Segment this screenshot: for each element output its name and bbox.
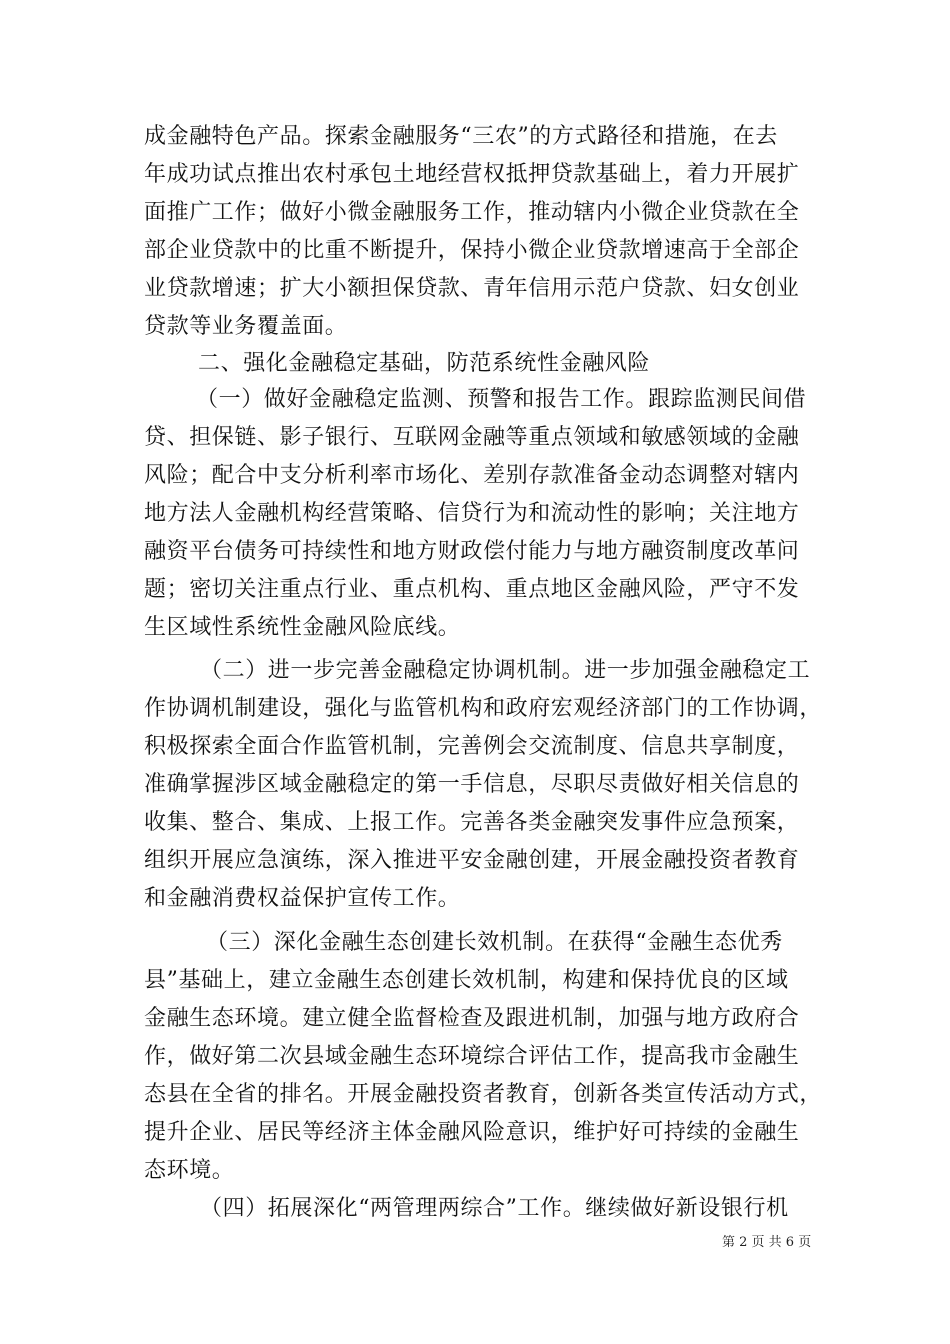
text-line: 积极探索全面合作监管机制，完善例会交流制度、信息共享制度， bbox=[144, 734, 800, 759]
text-line: 地方法人金融机构经营策略、信贷行为和流动性的影响；关注地方 bbox=[144, 501, 800, 526]
paragraph-start-line: （三）深化金融生态创建长效机制。在获得“金融生态优秀 bbox=[206, 930, 783, 955]
text-line: 风险；配合中支分析利率市场化、差别存款准备金动态调整对辖内 bbox=[144, 463, 800, 488]
text-line: 业贷款增速；扩大小额担保贷款、青年信用示范户贷款、妇女创业 bbox=[144, 276, 800, 301]
text-line: 县”基础上，建立金融生态创建长效机制，构建和保持优良的区域 bbox=[144, 968, 789, 993]
text-line: 贷、担保链、影子银行、互联网金融等重点领域和敏感领域的金融 bbox=[144, 425, 800, 450]
text-line: 面推广工作；做好小微金融服务工作，推动辖内小微企业贷款在全 bbox=[144, 200, 800, 225]
text-line: 组织开展应急演练，深入推进平安金融创建，开展金融投资者教育 bbox=[144, 848, 800, 873]
text-line: 融资平台债务可持续性和地方财政偿付能力与地方融资制度改革问 bbox=[144, 539, 800, 564]
text-line: 题；密切关注重点行业、重点机构、重点地区金融风险，严守不发 bbox=[144, 577, 800, 602]
page-number: 第 2 页 共 6 页 bbox=[722, 1235, 812, 1250]
paragraph-start-line: （二）进一步完善金融稳定协调机制。进一步加强金融稳定工 bbox=[200, 658, 811, 683]
text-line: 态环境。 bbox=[144, 1158, 235, 1183]
text-line: 和金融消费权益保护宣传工作。 bbox=[144, 886, 461, 911]
paragraph-start-line: （一）做好金融稳定监测、预警和报告工作。跟踪监测民间借 bbox=[196, 387, 807, 412]
text-line: 提升企业、居民等经济主体金融风险意识，维护好可持续的金融生 bbox=[144, 1120, 800, 1145]
section-heading: 二、强化金融稳定基础，防范系统性金融风险 bbox=[198, 351, 651, 376]
text-line: 准确掌握涉区域金融稳定的第一手信息，尽职尽责做好相关信息的 bbox=[144, 772, 800, 797]
text-line: 生区域性系统性金融风险底线。 bbox=[144, 615, 461, 640]
paragraph-start-line: （四）拓展深化“两管理两综合”工作。继续做好新设银行机 bbox=[200, 1196, 789, 1221]
text-line: 作协调机制建设，强化与监管机构和政府宏观经济部门的工作协调， bbox=[144, 696, 823, 721]
text-line: 年成功试点推出农村承包土地经营权抵押贷款基础上，着力开展扩 bbox=[144, 162, 800, 187]
text-line: 态县在全省的排名。开展金融投资者教育，创新各类宣传活动方式， bbox=[144, 1082, 823, 1107]
text-line: 作，做好第二次县域金融生态环境综合评估工作，提高我市金融生 bbox=[144, 1044, 800, 1069]
text-line: 贷款等业务覆盖面。 bbox=[144, 314, 348, 339]
text-line: 成金融特色产品。探索金融服务“三农”的方式路径和措施，在去 bbox=[144, 124, 778, 149]
text-line: 部企业贷款中的比重不断提升，保持小微企业贷款增速高于全部企 bbox=[144, 238, 800, 263]
text-line: 金融生态环境。建立健全监督检查及跟进机制，加强与地方政府合 bbox=[144, 1006, 800, 1031]
text-line: 收集、整合、集成、上报工作。完善各类金融突发事件应急预案， bbox=[144, 810, 800, 835]
